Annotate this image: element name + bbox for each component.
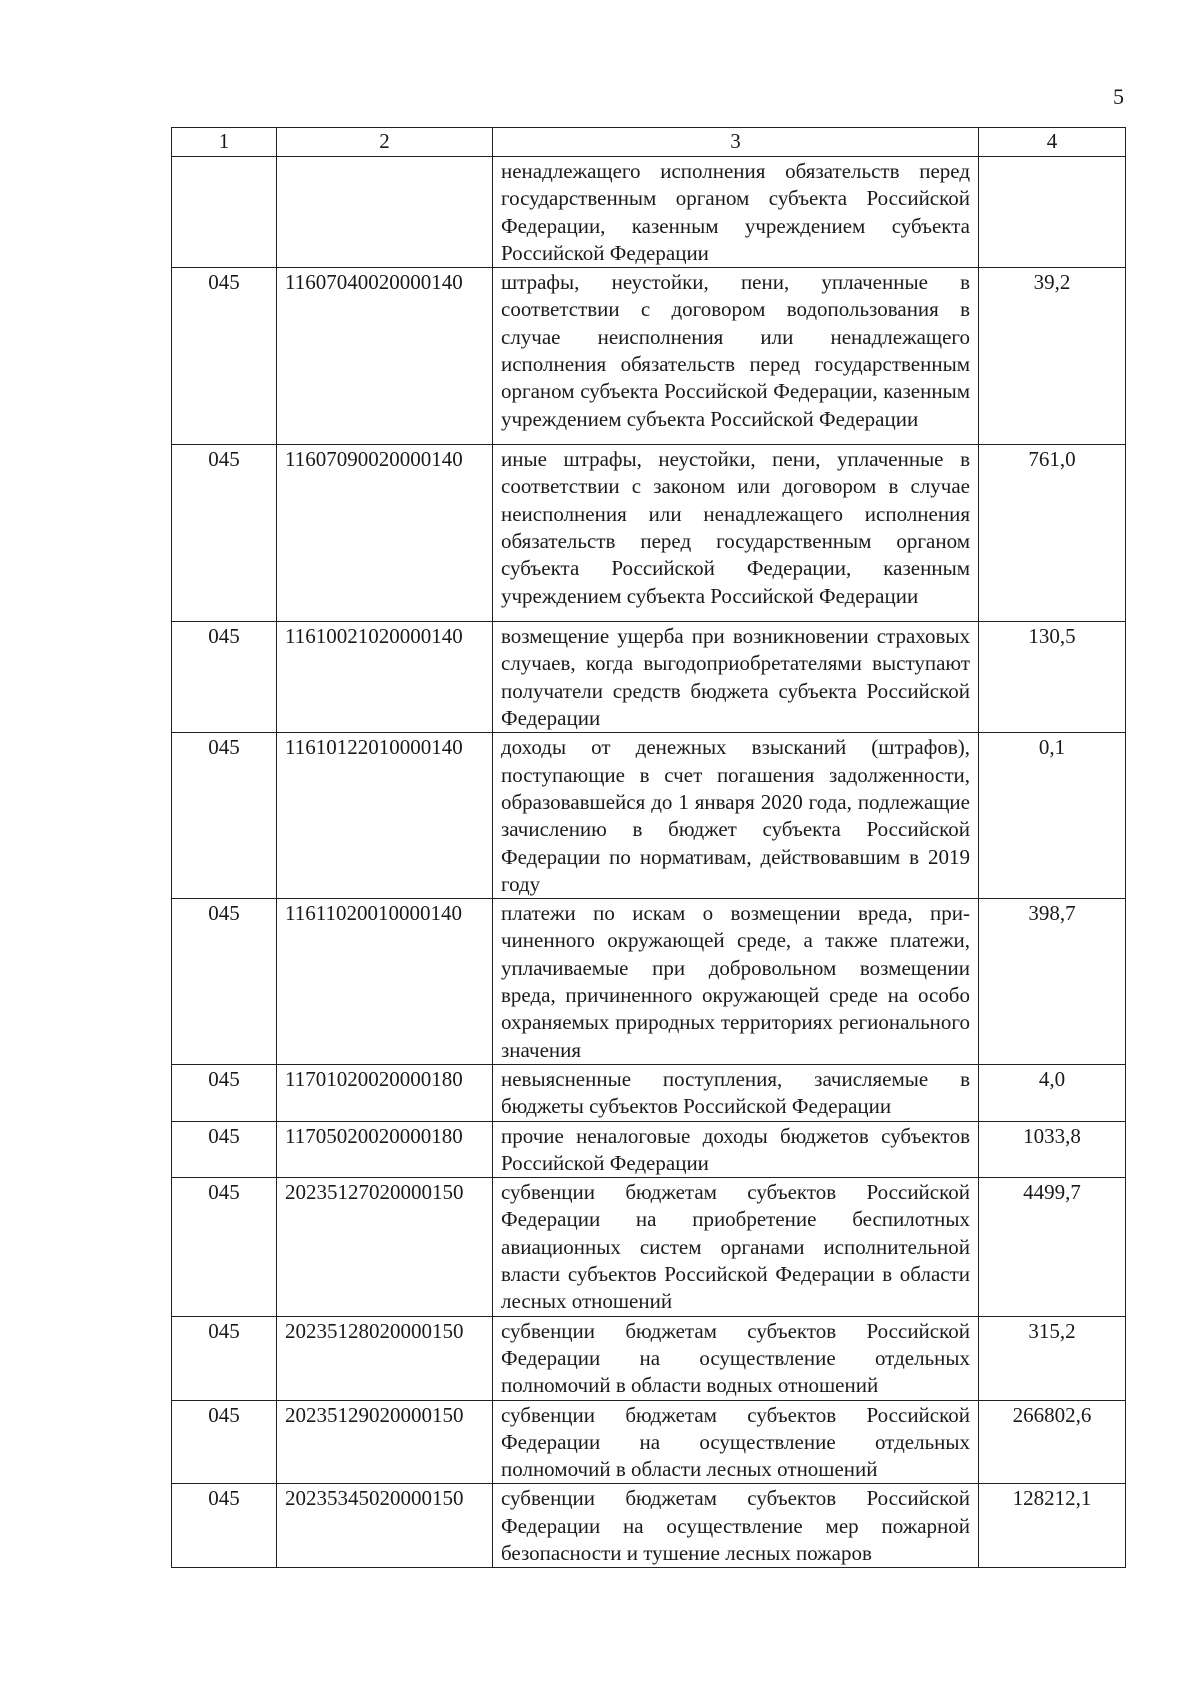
description-cell: платежи по искам о возмещении вреда, причиненного окружающей среде, а также платежи, уплачиваемые при добровольном возмещении вреда, причиненного окружающей среде на особо охраняемых природных территориях регионального значения bbox=[493, 899, 979, 1065]
kbk-code-cell bbox=[277, 157, 493, 268]
table-row bbox=[172, 1400, 1126, 1484]
amount-cell: 761,0 bbox=[979, 445, 1126, 622]
description-cell: субвенции бюджетам субъектов Российской Федерации на приобретение беспилотных авиационных систем органами исполнительной власти субъектов Российской Федерации в области лесных отношений bbox=[493, 1178, 979, 1316]
kbk-code-cell: 20235345020000150 bbox=[277, 1484, 493, 1568]
admin-code-cell: 045 bbox=[172, 1400, 277, 1484]
admin-code-cell: 045 bbox=[172, 1178, 277, 1316]
table-row bbox=[172, 1178, 1126, 1316]
table-row bbox=[172, 622, 1126, 733]
description-cell: субвенции бюджетам субъектов Российской Федерации на осуществление отдельных полномочий в области лесных отношений bbox=[493, 1400, 979, 1484]
kbk-code-cell: 11610122010000140 bbox=[277, 733, 493, 899]
kbk-code-cell: 20235127020000150 bbox=[277, 1178, 493, 1316]
kbk-code-cell: 11607040020000140 bbox=[277, 268, 493, 445]
table-row bbox=[172, 733, 1126, 899]
admin-code-cell: 045 bbox=[172, 445, 277, 622]
column-header-2: 2 bbox=[277, 128, 493, 157]
admin-code-cell: 045 bbox=[172, 622, 277, 733]
table-row bbox=[172, 268, 1126, 445]
amount-cell: 0,1 bbox=[979, 733, 1126, 899]
table-row bbox=[172, 157, 1126, 268]
description-cell: ненадлежащего исполнения обязательств перед государственным органом субъекта Российской Федерации, казенным учреждением субъекта Российской Федерации bbox=[493, 157, 979, 268]
description-cell: штрафы, неустойки, пени, уплаченные в соответствии с договором водопользования в случае неисполнения или ненадлежащего исполнения обязательств перед государственным органом субъекта Российской Федерации, казенным учреждением субъекта Российской Федерации bbox=[493, 268, 979, 445]
table-row bbox=[172, 1064, 1126, 1121]
amount-cell: 398,7 bbox=[979, 899, 1126, 1065]
amount-cell: 128212,1 bbox=[979, 1484, 1126, 1568]
amount-cell: 4,0 bbox=[979, 1064, 1126, 1121]
column-header-4: 4 bbox=[979, 128, 1126, 157]
description-cell: субвенции бюджетам субъектов Российской Федерации на осуществление отдельных полномочий в области водных отношений bbox=[493, 1316, 979, 1400]
kbk-code-cell: 11611020010000140 bbox=[277, 899, 493, 1065]
description-cell: невыясненные поступления, зачисляемые в бюджеты субъектов Российской Федерации bbox=[493, 1064, 979, 1121]
amount-cell: 39,2 bbox=[979, 268, 1126, 445]
kbk-code-cell: 11705020020000180 bbox=[277, 1121, 493, 1178]
revenue-table bbox=[171, 127, 1126, 1568]
amount-cell bbox=[979, 157, 1126, 268]
amount-cell: 266802,6 bbox=[979, 1400, 1126, 1484]
admin-code-cell: 045 bbox=[172, 268, 277, 445]
kbk-code-cell: 11610021020000140 bbox=[277, 622, 493, 733]
table-row bbox=[172, 1484, 1126, 1568]
column-header-3: 3 bbox=[493, 128, 979, 157]
table-header-row bbox=[172, 128, 1126, 157]
table-row bbox=[172, 1121, 1126, 1178]
page-number: 5 bbox=[1113, 84, 1124, 109]
description-cell: прочие неналоговые доходы бюджетов субъектов Российской Федерации bbox=[493, 1121, 979, 1178]
admin-code-cell: 045 bbox=[172, 899, 277, 1065]
admin-code-cell: 045 bbox=[172, 1121, 277, 1178]
admin-code-cell bbox=[172, 157, 277, 268]
kbk-code-cell: 11607090020000140 bbox=[277, 445, 493, 622]
amount-cell: 130,5 bbox=[979, 622, 1126, 733]
admin-code-cell: 045 bbox=[172, 1064, 277, 1121]
amount-cell: 315,2 bbox=[979, 1316, 1126, 1400]
description-cell: возмещение ущерба при возникновении страховых случаев, когда выгодоприобретателями выступают получатели средств бюджета субъекта Российской Федерации bbox=[493, 622, 979, 733]
column-header-1: 1 bbox=[172, 128, 277, 157]
description-cell: субвенции бюджетам субъектов Российской Федерации на осуществление мер пожарной безопасности и тушение лесных пожаров bbox=[493, 1484, 979, 1568]
description-cell: иные штрафы, неустойки, пени, уплаченные в соответствии с законом или договором в случае неисполнения или ненадлежащего исполнения обязательств перед государственным органом субъекта Российской Федерации, казенным учреждением субъекта Российской Федерации bbox=[493, 445, 979, 622]
table-row bbox=[172, 899, 1126, 1065]
amount-cell: 4499,7 bbox=[979, 1178, 1126, 1316]
kbk-code-cell: 20235128020000150 bbox=[277, 1316, 493, 1400]
table-body bbox=[172, 128, 1126, 1568]
table-row bbox=[172, 445, 1126, 622]
admin-code-cell: 045 bbox=[172, 1484, 277, 1568]
table-row bbox=[172, 1316, 1126, 1400]
admin-code-cell: 045 bbox=[172, 1316, 277, 1400]
kbk-code-cell: 20235129020000150 bbox=[277, 1400, 493, 1484]
description-cell: доходы от денежных взысканий (штрафов), поступающие в счет погашения задолженности, образовавшейся до 1 января 2020 года, подлежащие зачислению в бюджет субъекта Российской Федерации по нормативам, действовавшим в 2019 году bbox=[493, 733, 979, 899]
kbk-code-cell: 11701020020000180 bbox=[277, 1064, 493, 1121]
amount-cell: 1033,8 bbox=[979, 1121, 1126, 1178]
admin-code-cell: 045 bbox=[172, 733, 277, 899]
